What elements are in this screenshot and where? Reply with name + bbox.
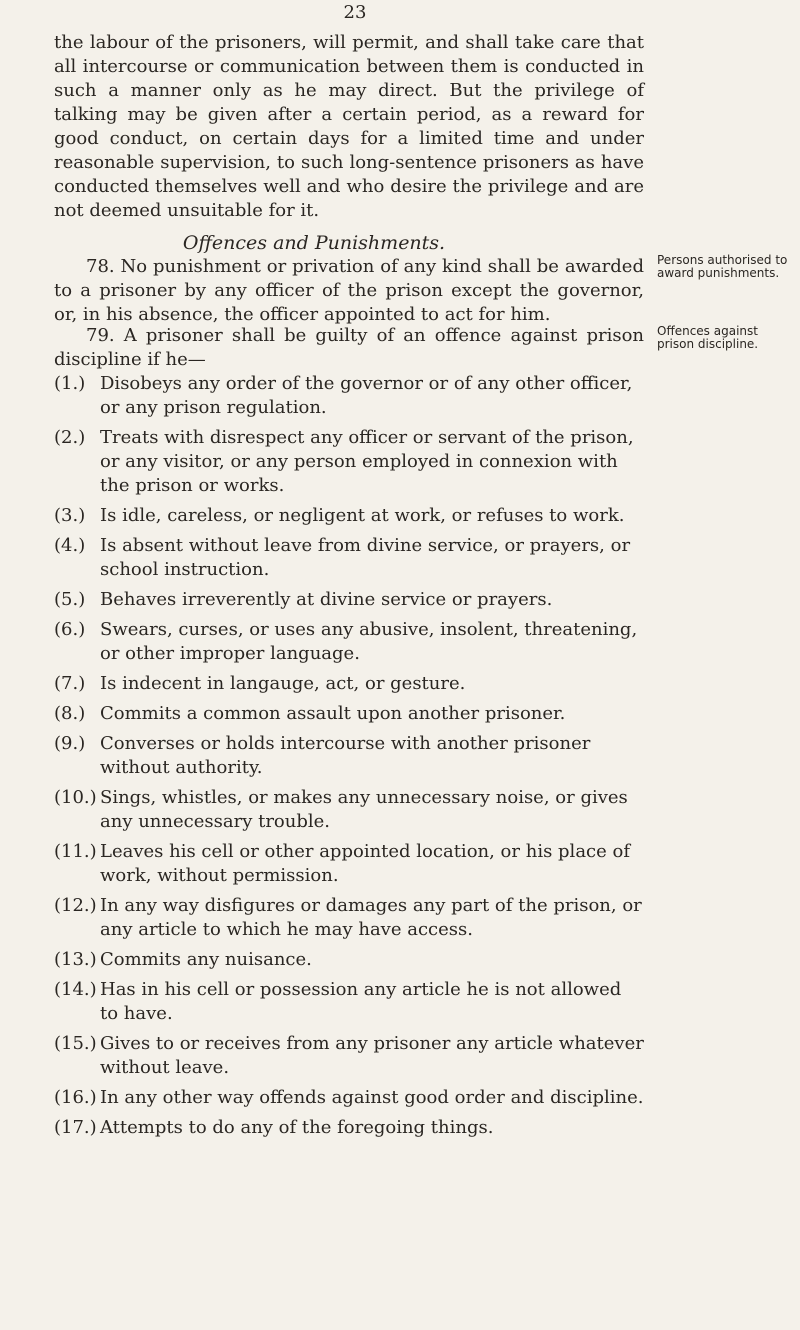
offence-number: (16.) — [54, 1087, 97, 1108]
offence-list — [54, 372, 644, 1146]
offence-text: Has in his cell or possession any article he is not allowed to have. — [100, 979, 622, 1024]
page-number: 23 — [343, 2, 367, 23]
offence-text: Gives to or receives from any prisoner any article whatever without leave. — [100, 1033, 644, 1078]
offence-text: Disobeys any order of the governor or of any other officer, or any prison regulation. — [100, 373, 633, 418]
offence-text: Is indecent in langauge, act, or gesture. — [100, 673, 466, 694]
offence-number: (15.) — [54, 1033, 97, 1054]
offence-text: Is absent without leave from divine service, or prayers, or school instruction. — [100, 535, 631, 580]
offence-text: Treats with disrespect any officer or servant of the prison, or any visitor, or any person employed in connexion with the prison or works. — [100, 427, 634, 496]
offence-item — [54, 702, 644, 726]
offence-number: (4.) — [54, 535, 86, 556]
section-heading: Offences and Punishments. — [182, 232, 446, 254]
offence-item — [54, 978, 644, 1026]
side-note-authorised-persons: Persons authorised to award punishments. — [657, 253, 788, 280]
offence-text: Leaves his cell or other appointed location, or his place of work, without permission. — [100, 841, 630, 886]
offence-number: (6.) — [54, 619, 86, 640]
offence-text: In any way disfigures or damages any part of the prison, or any article to which he may have access. — [100, 895, 642, 940]
offence-number: (11.) — [54, 841, 97, 862]
offence-item — [54, 840, 644, 888]
offence-number: (14.) — [54, 979, 97, 1000]
offence-text: In any other way offends against good order and discipline. — [100, 1087, 644, 1108]
offence-text: Converses or holds intercourse with another prisoner without authority. — [100, 733, 591, 778]
offence-number: (13.) — [54, 949, 97, 970]
offence-number: (1.) — [54, 373, 86, 394]
offence-number: (10.) — [54, 787, 97, 808]
intro-paragraph: the labour of the prisoners, will permit, and shall take care that all intercourse or communication between them is conducted in such a manner only as he may direct. But the privilege of talking may be given after a certain period, as a reward for good conduct, on certain days for a limited time and under reasonable supervision, to such long-sentence prisoners as have conducted themselves well and who desire the privilege and are not deemed unsuitable for it. — [54, 32, 644, 221]
offence-item — [54, 672, 644, 696]
offence-text: Sings, whistles, or makes any unnecessary noise, or gives any unnecessary trouble. — [100, 787, 628, 832]
offence-number: (3.) — [54, 505, 86, 526]
offence-number: (12.) — [54, 895, 97, 916]
offence-item — [54, 786, 644, 834]
offence-number: (9.) — [54, 733, 86, 754]
offence-text: Commits a common assault upon another prisoner. — [100, 703, 566, 724]
offence-text: Behaves irreverently at divine service or prayers. — [100, 589, 553, 610]
offence-item — [54, 1116, 644, 1140]
offence-text: Attempts to do any of the foregoing things. — [100, 1117, 494, 1138]
offence-item — [54, 1086, 644, 1110]
offence-text: Swears, curses, or uses any abusive, insolent, threatening, or other improper language. — [100, 619, 638, 664]
offence-number: (2.) — [54, 427, 86, 448]
offence-text: Commits any nuisance. — [100, 949, 312, 970]
offence-item — [54, 732, 644, 780]
offence-item — [54, 1032, 644, 1080]
offence-number: (17.) — [54, 1117, 97, 1138]
offence-item — [54, 534, 644, 582]
paragraph-79: 79. A prisoner shall be guilty of an offence against prison discipline if he— — [54, 325, 644, 370]
side-note-offences: Offences against prison discipline. — [657, 324, 759, 351]
offence-item — [54, 372, 644, 420]
offence-number: (7.) — [54, 673, 86, 694]
offence-item — [54, 618, 644, 666]
offence-item — [54, 426, 644, 498]
offence-item — [54, 948, 644, 972]
offence-number: (5.) — [54, 589, 86, 610]
offence-item — [54, 588, 644, 612]
offence-item — [54, 504, 644, 528]
offence-number: (8.) — [54, 703, 86, 724]
offence-text: Is idle, careless, or negligent at work, or refuses to work. — [100, 505, 625, 526]
paragraph-78: 78. No punishment or privation of any kind shall be awarded to a prisoner by any officer of the prison except the governor, or, in his absence, the officer appointed to act for him. — [54, 256, 644, 325]
offence-item — [54, 894, 644, 942]
